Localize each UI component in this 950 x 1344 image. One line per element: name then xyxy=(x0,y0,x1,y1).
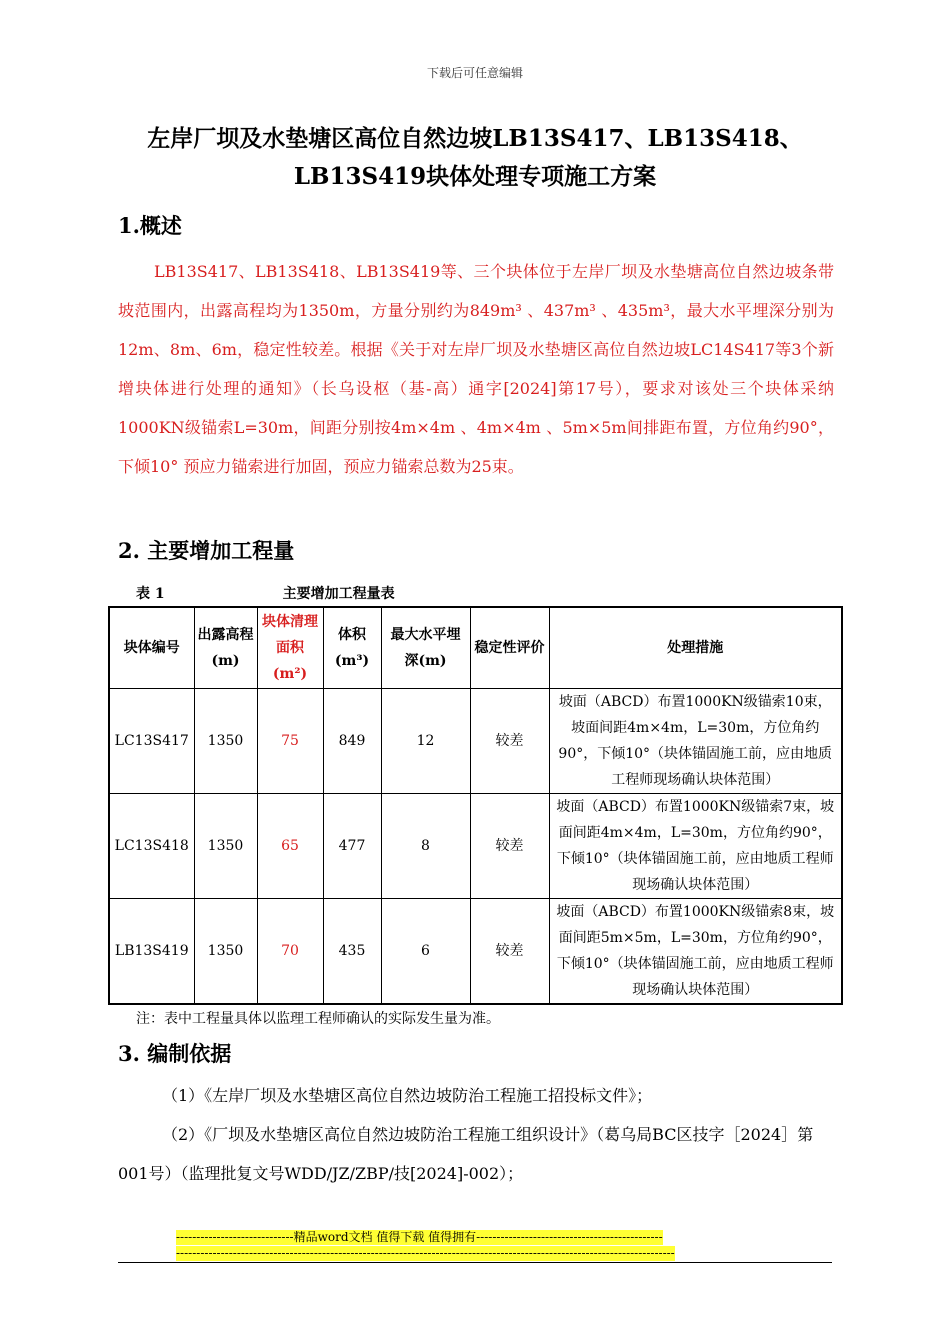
cell-max-depth: 6 xyxy=(381,899,470,1005)
cell-measure: 坡面（ABCD）布置1000KN级锚索10束，坡面间距4m×4m，L=30m，方位角约90°，下倾10°（块体锚固施工前，应由地质工程师现场确认块体范围） xyxy=(549,689,842,794)
footer-divider xyxy=(118,1262,832,1263)
header-note: 下载后可任意编辑 xyxy=(426,66,523,80)
cell-volume: 477 xyxy=(323,794,381,899)
cell-max-depth: 12 xyxy=(381,689,470,794)
cell-clean-area: 75 xyxy=(257,689,323,794)
cell-elevation: 1350 xyxy=(194,794,257,899)
reference-item-1: （1）《左岸厂坝及水垫塘区高位自然边坡防治工程施工招投标文件》； xyxy=(162,1086,653,1105)
footer-banner-line-1: -----------------------------精品word文档 值得下载 值得拥有---------------------------------------------- xyxy=(176,1230,663,1244)
cell-elevation: 1350 xyxy=(194,899,257,1005)
section-1-heading: 1.概述 xyxy=(118,213,182,238)
title-line-1: 左岸厂坝及水垫塘区高位自然边坡LB13S417、LB13S418、 xyxy=(147,125,803,152)
title-line-2: LB13S419块体处理专项施工方案 xyxy=(293,163,657,190)
table-row xyxy=(109,794,842,899)
overview-text: LB13S417、LB13S418、LB13S419等、三个块体位于左岸厂坝及水垫塘高位自然边坡条带坡范围内，出露高程均为1350m，方量分别约为849m³ 、437m³ 、435m³，最大水平埋深分别为12m、8m、6m，稳定性较差。根据《关于对左岸厂坝及水垫塘区高位自然边坡LC14S417等3个新增块体进行处理的通知》（长乌设枢（基-高）通字[2024]第17号），要求对该处三个块体采纳1000KN级锚索L=30m，间距分别按4m×4m 、4m×4m 、5m×5m间排距布置，方位角约90°，下倾10° 预应力锚索进行加固，预应力锚索总数为25束。 xyxy=(118,262,834,476)
cell-elevation: 1350 xyxy=(194,689,257,794)
table-label: 表 1 xyxy=(136,586,165,602)
cell-measure: 坡面（ABCD）布置1000KN级锚索7束，坡面间距4m×4m，L=30m，方位角约90°，下倾10°（块体锚固施工前，应由地质工程师现场确认块体范围） xyxy=(549,794,842,899)
table-note: 注：表中工程量具体以监理工程师确认的实际发生量为准。 xyxy=(136,1011,500,1027)
header-block-id: 块体编号 xyxy=(109,607,194,689)
cell-block-id: LC13S417 xyxy=(109,689,194,794)
section-3-heading: 3. 编制依据 xyxy=(118,1041,232,1066)
cell-stability: 较差 xyxy=(470,794,549,899)
overview-paragraph xyxy=(118,252,834,486)
header-max-depth: 最大水平埋深(m) xyxy=(381,607,470,689)
header-clean-area: 块体清理面积(m²) xyxy=(257,607,323,689)
section-2-heading: 2. 主要增加工程量 xyxy=(118,538,295,563)
reference-item-2: （2）《厂坝及水垫塘区高位自然边坡防治工程施工组织设计》（葛乌局BC区技字［2024］第001号）（监理批复文号WDD/JZ/ZBP/技[2024]-002）； xyxy=(118,1125,814,1183)
document-title xyxy=(118,120,832,196)
cell-block-id: LB13S419 xyxy=(109,899,194,1005)
cell-stability: 较差 xyxy=(470,689,549,794)
header-stability: 稳定性评价 xyxy=(470,607,549,689)
cell-stability: 较差 xyxy=(470,899,549,1005)
header-volume: 体积(m³) xyxy=(323,607,381,689)
table-row xyxy=(109,689,842,794)
table-row xyxy=(109,899,842,1005)
quantities-table xyxy=(108,606,843,1005)
table-header-row xyxy=(109,607,842,689)
cell-clean-area: 70 xyxy=(257,899,323,1005)
cell-block-id: LC13S418 xyxy=(109,794,194,899)
header-elevation: 出露高程(m) xyxy=(194,607,257,689)
cell-max-depth: 8 xyxy=(381,794,470,899)
cell-measure: 坡面（ABCD）布置1000KN级锚索8束，坡面间距5m×5m，L=30m，方位角约90°，下倾10°（块体锚固施工前，应由地质工程师现场确认块体范围） xyxy=(549,899,842,1005)
cell-volume: 849 xyxy=(323,689,381,794)
cell-volume: 435 xyxy=(323,899,381,1005)
table-caption xyxy=(136,583,395,603)
table-title: 主要增加工程量表 xyxy=(282,586,395,602)
header-measure: 处理措施 xyxy=(549,607,842,689)
footer-banner-line-2: --------------------------------------------------------------------------------------------------------------------------- xyxy=(176,1246,675,1260)
cell-clean-area: 65 xyxy=(257,794,323,899)
